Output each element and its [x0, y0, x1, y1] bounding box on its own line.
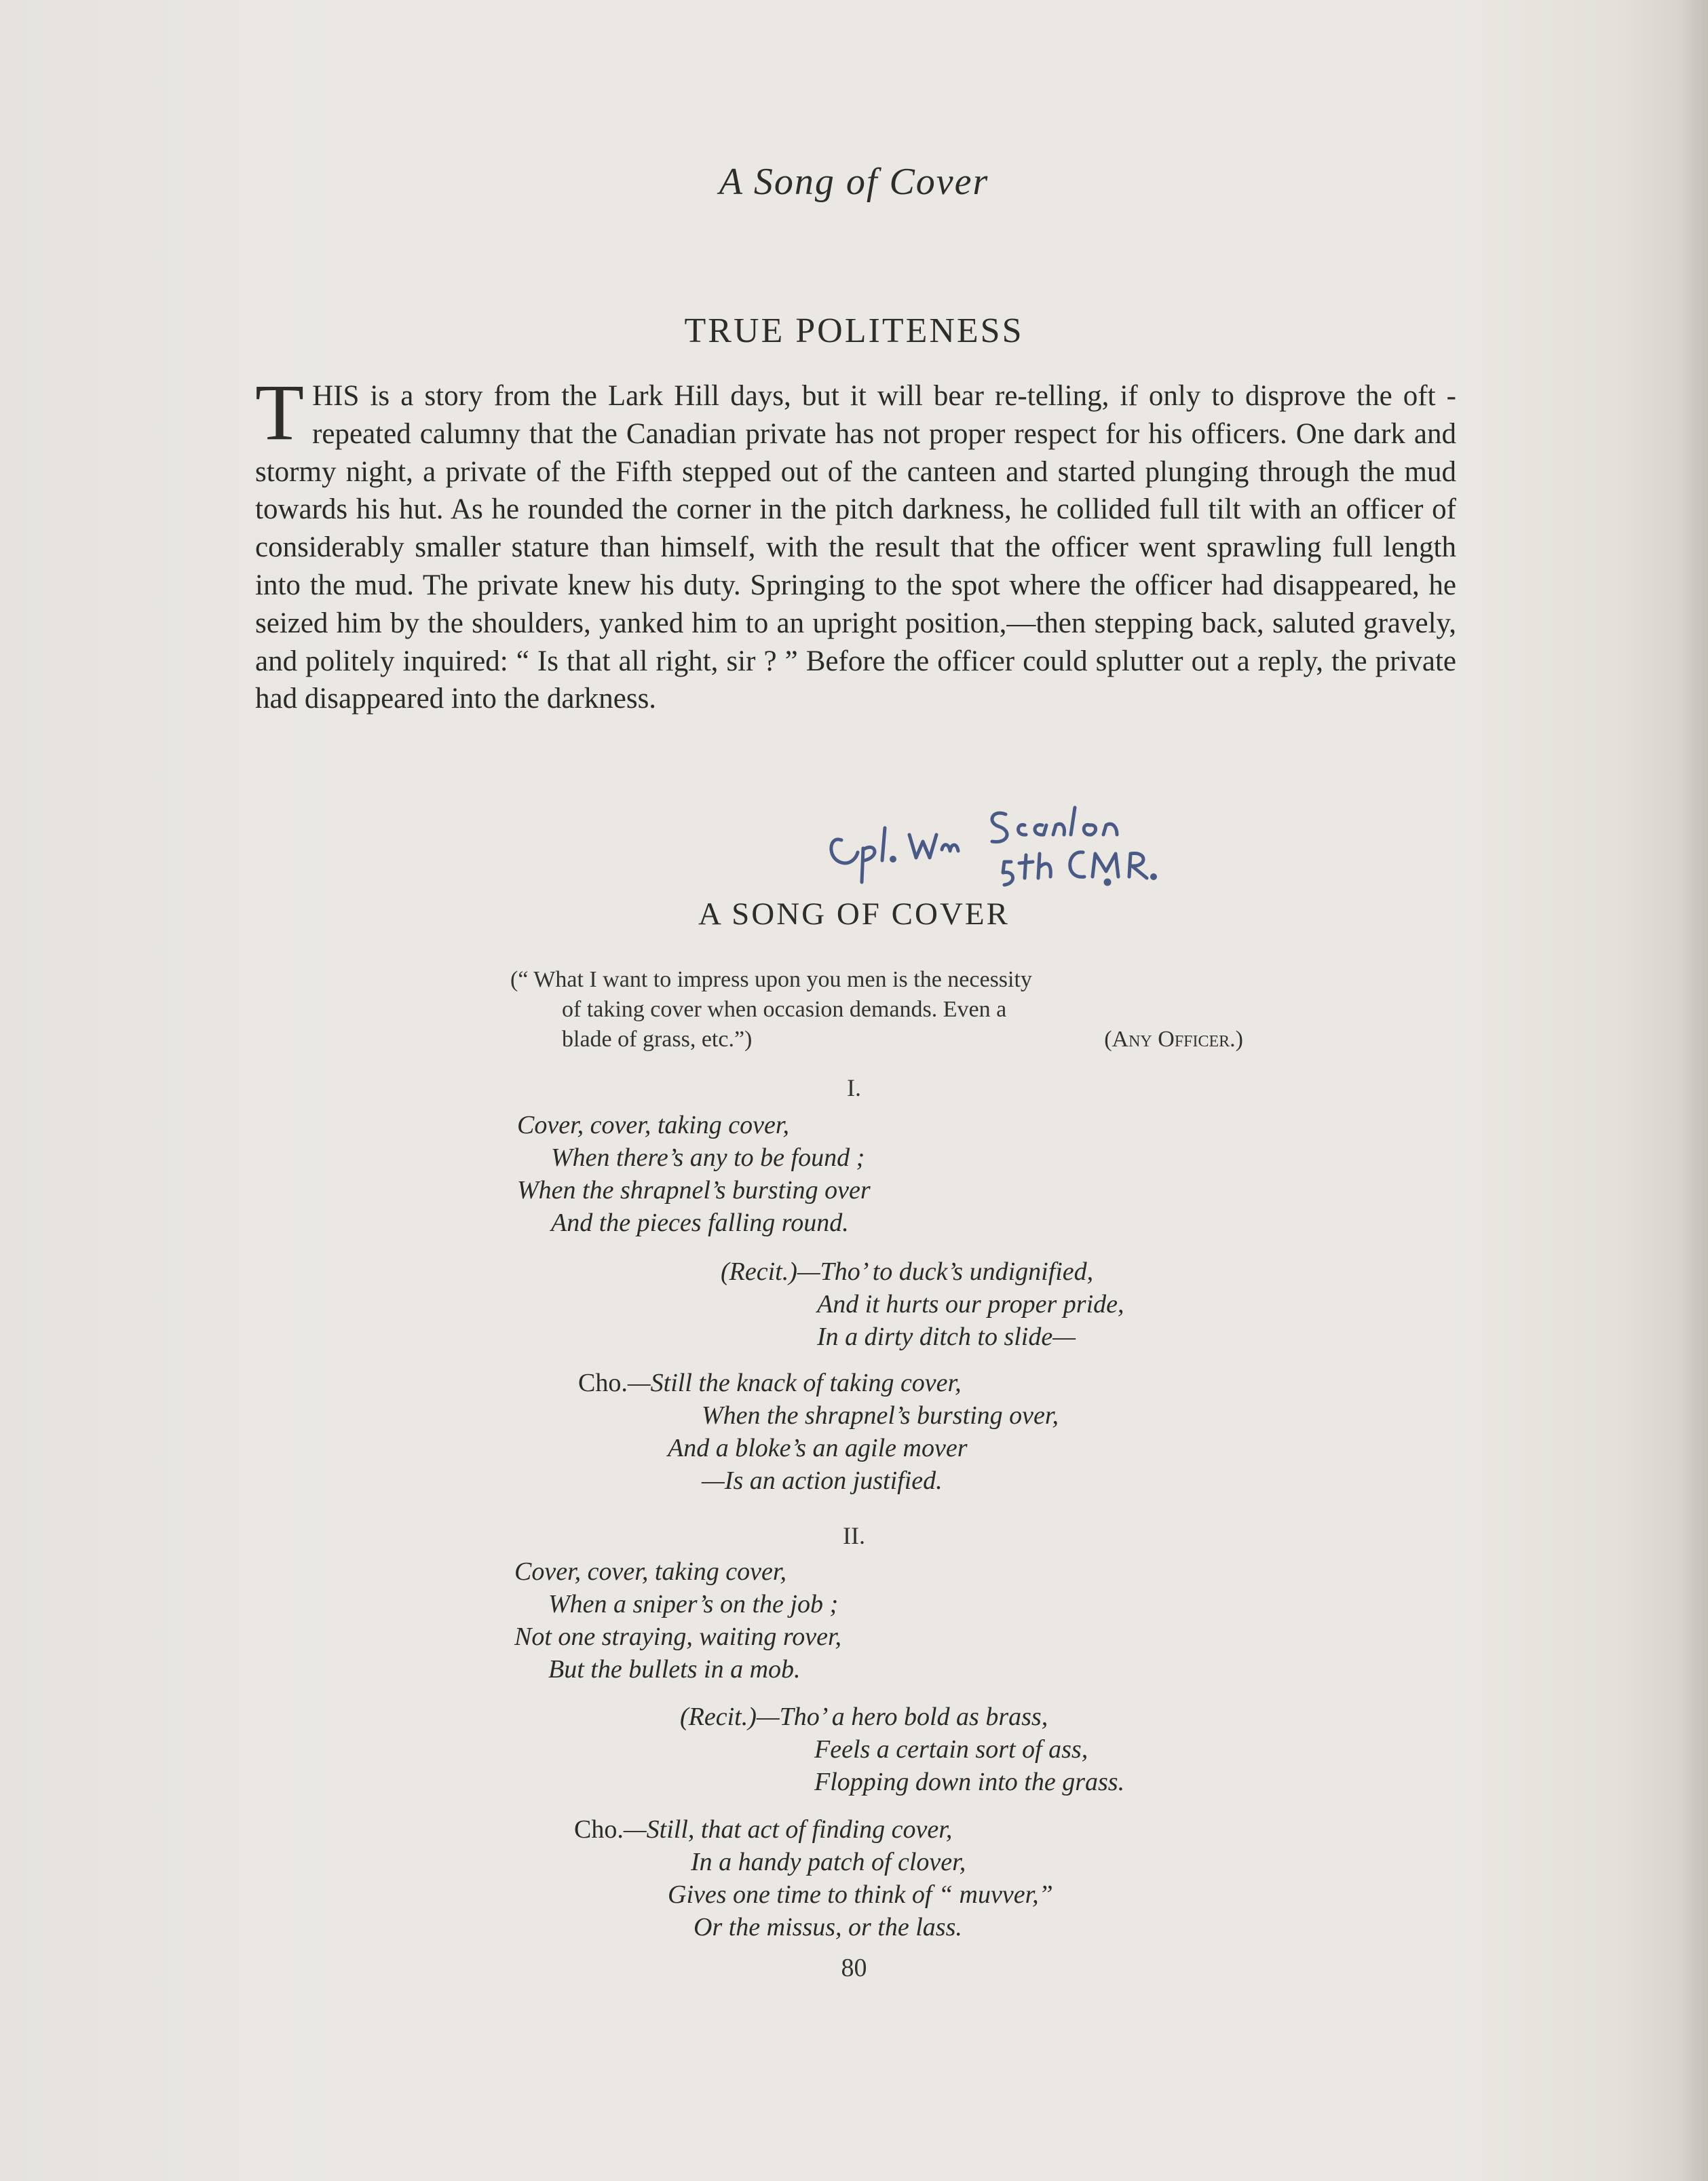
chorus-line: [578, 1368, 962, 1398]
recit-line: Flopping down into the grass.: [814, 1768, 1125, 1796]
recit-text: —Tho’ to duck’s undignified,: [797, 1257, 1094, 1286]
epigraph: [510, 965, 1243, 1055]
epigraph-line: (“ What I want to impress upon you men is the necessity: [510, 967, 1032, 992]
chorus-text: —Still the knack of taking cover,: [627, 1369, 962, 1397]
recit-label: (Recit.): [721, 1257, 797, 1286]
page-number: 80: [841, 1954, 867, 1982]
story-title: TRUE POLITENESS: [684, 311, 1024, 350]
recit-line: [680, 1702, 1048, 1732]
stanza-numeral: I.: [847, 1074, 861, 1101]
handwritten-signature: [814, 787, 1194, 889]
verse-line: When the shrapnel’s bursting over: [517, 1176, 871, 1205]
chorus-line: When the shrapnel’s bursting over,: [702, 1401, 1059, 1430]
epigraph-credit: (Any Officer.): [1104, 1027, 1243, 1052]
chorus-line: [574, 1815, 952, 1844]
verse-line: Cover, cover, taking cover,: [517, 1111, 789, 1139]
recit-label: (Recit.): [680, 1703, 757, 1731]
running-head: A Song of Cover: [719, 161, 989, 203]
recit-line: [721, 1257, 1093, 1287]
chorus-label: Cho.: [574, 1815, 624, 1844]
recit-text: —Tho’ a hero bold as brass,: [756, 1703, 1048, 1731]
verse-line: When there’s any to be found ;: [551, 1143, 865, 1172]
epigraph-line: of taking cover when occasion demands. Even a: [562, 997, 1007, 1022]
story-text: HIS is a story from the Lark Hill days, but it will bear re-telling, if only to disprove the oft - repeated calumny that the Canadian private has not proper respect for his officers. One dark and stormy night, a private of the Fifth stepped out of the canteen and started plunging through the mud towards his hut. As he rounded the corner in the pitch darkness, he collided full tilt with an officer of considerably smaller stature than himself, with the result that the officer went sprawling full length into the mud. The private knew his duty. Springing to the spot where the officer had disappeared, he seized him by the shoulders, yanked him to an upright position,—then stepping back, saluted gravely, and politely inquired: “ Is that all right, sir ? ” Before the officer could splutter out a reply, the private had disappeared into the darkness.: [255, 380, 1456, 715]
verse-line: But the bullets in a mob.: [548, 1655, 801, 1684]
verse-line: Not one straying, waiting rover,: [514, 1623, 842, 1651]
chorus-text: —Still, that act of finding cover,: [623, 1815, 953, 1844]
epigraph-line: blade of grass, etc.”): [562, 1027, 753, 1052]
chorus-line: Or the missus, or the lass.: [694, 1913, 962, 1941]
stanza-numeral: II.: [843, 1522, 865, 1549]
chorus-line: Gives one time to think of “ muvver,”: [668, 1880, 1053, 1909]
chorus-label: Cho.: [578, 1369, 628, 1397]
verse-line: Cover, cover, taking cover,: [514, 1557, 786, 1586]
recit-line: Feels a certain sort of ass,: [814, 1735, 1088, 1764]
drop-cap: T: [255, 368, 305, 457]
verse-line: And the pieces falling round.: [551, 1209, 849, 1237]
recit-line: In a dirty ditch to slide—: [817, 1323, 1076, 1351]
story-paragraph: [255, 368, 1456, 718]
epigraph-line-last: [510, 1025, 1243, 1055]
chorus-line: In a handy patch of clover,: [691, 1848, 966, 1876]
song-title: A SONG OF COVER: [698, 896, 1010, 932]
verse-line: When a sniper’s on the job ;: [548, 1590, 839, 1618]
chorus-line: And a bloke’s an agile mover: [668, 1434, 968, 1462]
recit-line: And it hurts our proper pride,: [817, 1290, 1124, 1319]
chorus-line: —Is an action justified.: [702, 1466, 943, 1495]
